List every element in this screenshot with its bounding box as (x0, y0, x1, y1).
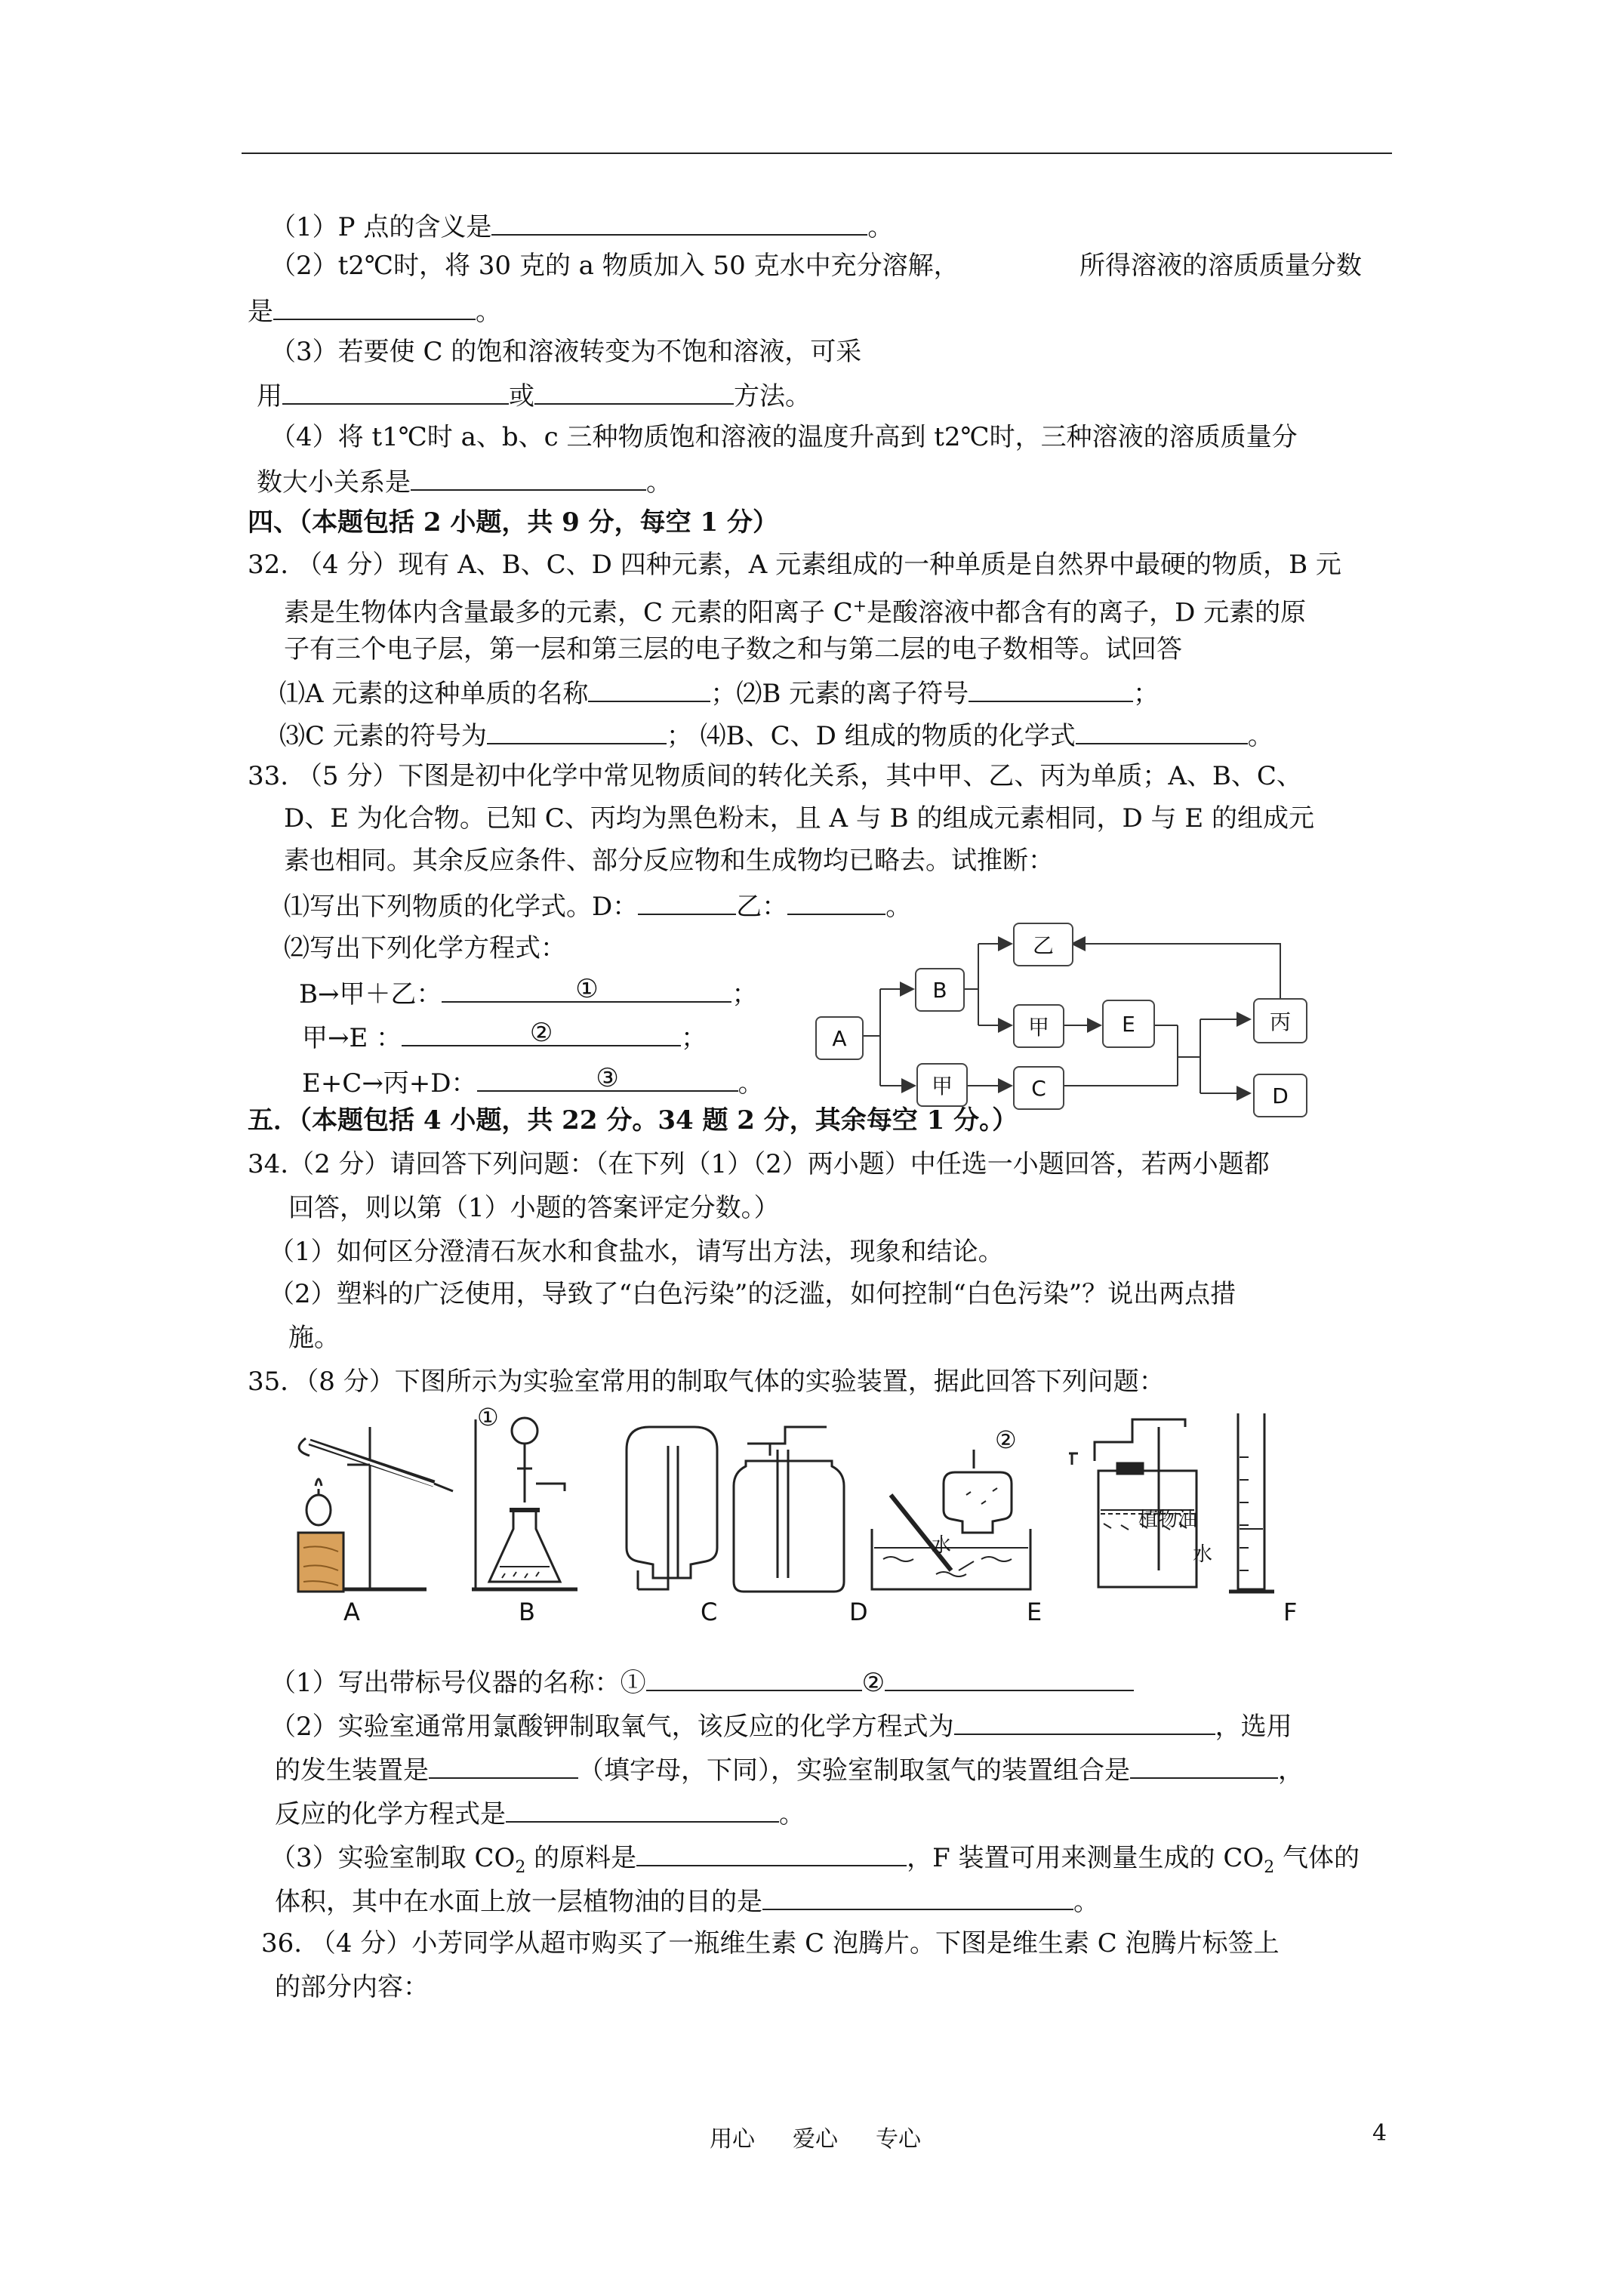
answer-blank[interactable] (636, 1839, 907, 1866)
circled-number: ① (575, 974, 599, 1004)
punct: 。 (779, 1799, 805, 1829)
q35-part3 (270, 1839, 1360, 1885)
q35-part2-line3 (275, 1795, 805, 1831)
circled-number: ② (529, 1018, 553, 1048)
figure-mark-2: ② (995, 1425, 1017, 1454)
q35-part3-text-e: 体积，其中在水面上放一层植物油的目的是 (275, 1887, 762, 1917)
q33-line2: D、E 为化合物。已知 C、丙均为黑色粉末，且 A 与 B 的组成元素相同，D 与 E 的组成元 (284, 803, 1314, 834)
water-label-e: 水 (932, 1534, 952, 1557)
q31-part4-text-b: 数大小关系是 (257, 467, 411, 498)
node-jia-1: 甲 (1013, 1004, 1064, 1048)
superscript: + (852, 597, 867, 616)
q35-part2-text: （2）实验室通常用氯酸钾制取氧气，该反应的化学方程式为 (270, 1712, 954, 1742)
punct: ， (1278, 1755, 1304, 1786)
q33-eq1 (299, 975, 757, 1011)
answer-blank[interactable] (638, 888, 736, 915)
answer-blank[interactable] (1076, 717, 1248, 744)
q34-line5: 施。 (288, 1323, 340, 1353)
q35-part2-text-d: （填字母，下同），实验室制取氢气的装置组合是 (578, 1755, 1130, 1786)
section-heading: 五．（本题包括 4 小题，共 22 分。34 题 2 分，其余每空 1 分。） (248, 1105, 1018, 1136)
q31-part2 (270, 249, 959, 282)
q33-line3: 素也相同。其余反应条件、部分反应物和生成物均已略去。试推断： (284, 846, 1054, 876)
q33-eq2-text: 甲→E ： (302, 1023, 402, 1053)
q34-line4: （2）塑料的广泛使用，导致了“白色污染”的泛滥，如何控制“白色污染”？说出两点措 (269, 1279, 1236, 1309)
q35-line1: 35．（8 分）下图所示为实验室常用的制取气体的实验装置，据此回答下列问题： (248, 1367, 1165, 1397)
figure-label-b: B (519, 1598, 535, 1626)
figure-label-e: E (1027, 1598, 1042, 1626)
answer-blank[interactable] (762, 1883, 1073, 1910)
apparatus-c (627, 1427, 717, 1589)
oil-label: 植物油 (1138, 1509, 1198, 1531)
subscript: 2 (1264, 1857, 1275, 1877)
answer-blank[interactable] (787, 888, 885, 915)
q32-line5-text-b: ； ⑷B、C、D 组成的物质的化学式 (666, 721, 1076, 751)
node-d: D (1253, 1074, 1307, 1117)
water-label-f: 水 (1193, 1543, 1213, 1566)
q33-eq3-text: E+C→丙+D： (302, 1068, 477, 1099)
q31-part2c (248, 293, 501, 328)
punct: ； (681, 1023, 707, 1053)
q31-part2-text: （2）t2℃时，将 30 克的 a 物质加入 50 克水中充分溶解， (270, 251, 959, 281)
q35-part3-text-c: ，F 装置可用来测量生成的 CO (907, 1843, 1264, 1873)
q35-part2-line2 (275, 1752, 1304, 1787)
figure-label-d: D (849, 1598, 868, 1626)
answer-blank[interactable] (969, 675, 1133, 702)
q32-line5-text: ⑶C 元素的符号为 (279, 721, 487, 751)
punct: ； (1133, 679, 1160, 709)
answer-blank[interactable] (402, 1019, 681, 1046)
q32-line2-text: 素是生物体内含量最多的元素，C 元素的阳离子 C (284, 597, 853, 628)
apparatus-d (734, 1427, 844, 1592)
q31-part3-end: 方法。 (734, 381, 811, 411)
q36-line1: 36. （4 分）小芳同学从超市购买了一瓶维生素 C 泡腾片。下图是维生素 C 泡腾片标签上 (261, 1928, 1280, 1959)
q31-part3-text-b: 用 (257, 381, 282, 411)
footer-slogan-1: 用心 (710, 2126, 755, 2153)
q31-part3b (257, 378, 811, 413)
q35-part2-text-c: 的发生装置是 (275, 1755, 429, 1786)
figure-label-f: F (1283, 1598, 1298, 1626)
apparatus-figure (287, 1397, 1359, 1631)
q32-line3: 子有三个电子层，第一层和第三层的电子数之和与第二层的电子数相等。试回答 (284, 634, 1182, 664)
answer-blank[interactable] (506, 1795, 779, 1823)
q31-part2-text-c: 是 (248, 297, 273, 327)
q33-line1: 33. （5 分）下图是初中化学中常见物质间的转化关系，其中甲、乙、丙为单质；A、B、C、 (248, 761, 1302, 791)
node-e: E (1102, 1000, 1155, 1048)
section-heading: 四、（本题包括 2 小题，共 9 分，每空 1 分） (248, 507, 778, 538)
q31-part4 (270, 421, 1298, 454)
punct: 。 (738, 1068, 764, 1099)
q31-part1-text: （1）P 点的含义是 (270, 212, 492, 242)
q35-part1 (270, 1664, 1134, 1700)
punct: 。 (867, 212, 894, 242)
q31-part4b (257, 464, 672, 499)
q33-line5: ⑵写出下列化学方程式： (284, 933, 566, 963)
punct: 。 (885, 892, 912, 922)
q32-line4 (279, 675, 1159, 710)
q35-part3-text-b: 的原料是 (525, 1843, 637, 1873)
q32-line4-text: ⑴A 元素的这种单质的名称 (279, 679, 589, 709)
q33-eq1-text: B→甲＋乙： (299, 979, 442, 1009)
q31-part3 (270, 335, 861, 368)
node-bing: 丙 (1253, 998, 1307, 1043)
q33-eq2 (302, 1019, 707, 1055)
answer-blank[interactable] (487, 717, 667, 744)
apparatus-e (872, 1450, 1030, 1589)
q33-line4-text: ⑴写出下列物质的化学式。D： (284, 892, 639, 922)
q33-line4-text-b: 乙： (736, 892, 788, 922)
q31-part3-or: 或 (509, 381, 534, 411)
q32-line2-text-b: 是酸溶液中都含有的离子，D 元素的原 (867, 597, 1307, 628)
node-yi: 乙 (1013, 923, 1073, 966)
q31-part3-text: （3）若要使 C 的饱和溶液转变为不饱和溶液，可采 (270, 337, 862, 367)
q31-part2b (1079, 249, 1362, 282)
footer-slogan-2: 爱心 (793, 2126, 838, 2153)
q35-part3-line2 (275, 1883, 1099, 1918)
q36-line2: 的部分内容： (275, 1972, 429, 2002)
q31-part1 (270, 208, 893, 244)
q35-part3-text: （3）实验室制取 CO (270, 1843, 516, 1873)
node-c: C (1013, 1066, 1064, 1110)
punct: 。 (1073, 1887, 1099, 1917)
subscript: 2 (515, 1857, 526, 1877)
header-rule (242, 153, 1392, 154)
q35-part1-text: （1）写出带标号仪器的名称：① (270, 1668, 646, 1698)
answer-blank[interactable] (954, 1708, 1215, 1735)
answer-blank[interactable] (442, 975, 731, 1003)
q31-part2-text-b: 所得溶液的溶质质量分数 (1079, 251, 1362, 281)
q35-part3-text-d: 气体的 (1274, 1843, 1360, 1873)
punct: ； (731, 979, 758, 1009)
answer-blank[interactable] (646, 1664, 862, 1691)
apparatus-b (472, 1418, 577, 1589)
answer-blank[interactable] (588, 675, 710, 702)
apparatus-a (298, 1427, 453, 1592)
q34-line3: （1）如何区分澄清石灰水和食盐水，请写出方法，现象和结论。 (269, 1237, 1004, 1267)
answer-blank[interactable] (282, 378, 509, 405)
punct: 。 (646, 467, 672, 498)
answer-blank[interactable] (885, 1664, 1134, 1691)
q32-line2 (284, 590, 1306, 629)
q33-eq3 (302, 1065, 764, 1100)
q35-part2-text-f: 反应的化学方程式是 (275, 1799, 506, 1829)
q32-line5 (279, 717, 1273, 753)
answer-blank[interactable] (491, 208, 867, 236)
apparatus-f (1069, 1413, 1274, 1592)
footer-slogan-3: 专心 (876, 2126, 921, 2153)
q32-line1: 32. （4 分）现有 A、B、C、D 四种元素，A 元素组成的一种单质是自然界中最硬的物质，B 元 (248, 550, 1341, 580)
q34-line1: 34.（2 分）请回答下列问题：（在下列（1）（2）两小题）中任选一小题回答，若两小题都 (248, 1149, 1270, 1179)
node-jia-2: 甲 (916, 1063, 968, 1107)
q32-line4-text-b: ；⑵B 元素的离子符号 (710, 679, 969, 709)
node-a: A (815, 1016, 864, 1060)
answer-blank[interactable] (411, 464, 646, 491)
answer-blank[interactable] (534, 378, 734, 405)
q35-part2-text-b: ，选用 (1215, 1712, 1292, 1742)
answer-blank[interactable] (1130, 1752, 1278, 1779)
punct: 。 (1247, 721, 1273, 751)
q34-line2: 回答，则以第（1）小题的答案评定分数。） (288, 1193, 780, 1223)
answer-blank[interactable] (477, 1065, 738, 1092)
figure-mark-1: ① (477, 1403, 499, 1432)
q31-part4-text: （4）将 t1℃时 a、b、c 三种物质饱和溶液的温度升高到 t2℃时，三种溶液的溶质质量分 (270, 422, 1298, 452)
punct: 。 (476, 297, 501, 327)
figure-label-a: A (343, 1598, 360, 1626)
circled-number: ③ (596, 1063, 619, 1093)
node-b: B (915, 968, 965, 1012)
page-number: 4 (1372, 2120, 1387, 2147)
q35-part1-text-b: ② (861, 1668, 885, 1698)
figure-label-c: C (701, 1598, 718, 1626)
q35-part2 (270, 1708, 1292, 1743)
answer-blank[interactable] (429, 1752, 578, 1779)
answer-blank[interactable] (273, 293, 476, 320)
